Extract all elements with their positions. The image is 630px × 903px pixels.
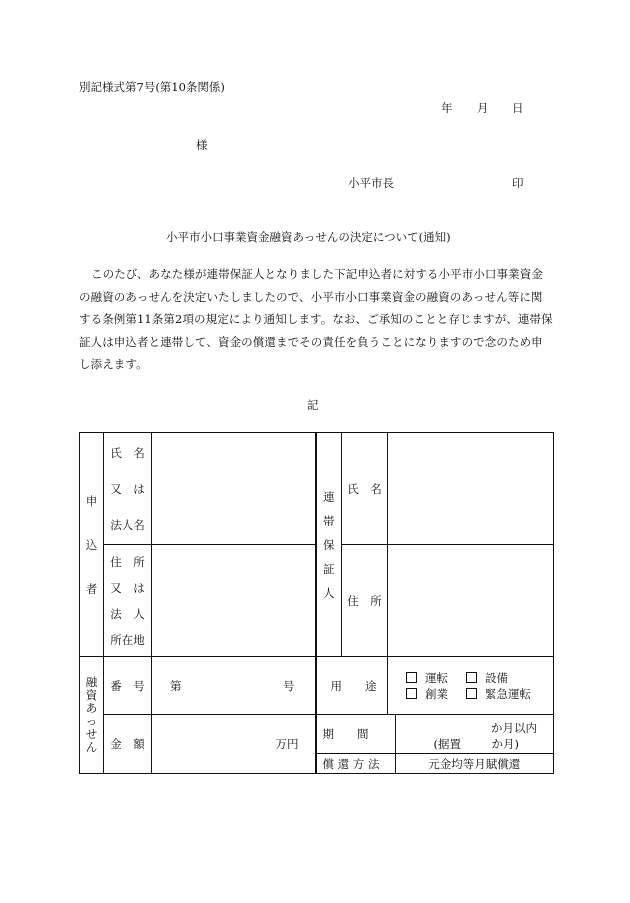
loan-label-char: 融 bbox=[85, 675, 98, 689]
label-line: 又 は bbox=[110, 481, 145, 496]
applicant-label-char: 者 bbox=[85, 581, 98, 596]
body-text: このたび、あなた様が連帯保証人となりました下記申込者に対する小平市小口事業資金の融資のあっせんを決定いたしましたので、小平市小口事業資金の融資のあっせん等に関する条例第11条第2項の規定により通知します。なお、ご承知のことと存じますが、連帯保証人は申込者と連帯して、資金の償還までその責任を負うことになりますので念のため申し添えます。 bbox=[79, 267, 553, 371]
loan-label-char: せ bbox=[85, 727, 98, 741]
guarantor-label-char: 人 bbox=[323, 585, 335, 600]
form-number: 別記様式第7号(第10条関係) bbox=[79, 80, 225, 94]
document-title: 小平市小口事業資金融資あっせんの決定について(通知) bbox=[166, 230, 451, 244]
period-field[interactable] bbox=[396, 715, 554, 753]
period-repayment-block bbox=[316, 715, 554, 774]
label-line: 又 は bbox=[110, 580, 145, 595]
applicant-address-field[interactable] bbox=[152, 545, 316, 657]
purpose-option-sogyo[interactable]: 創業 bbox=[406, 686, 466, 702]
date-month: 月 bbox=[477, 101, 489, 115]
issuer: 小平市長 bbox=[348, 176, 394, 190]
guarantor-label-char: 証 bbox=[323, 561, 335, 576]
applicant-label-char: 込 bbox=[85, 537, 98, 552]
number-prefix: 第 bbox=[170, 678, 182, 693]
loan-number-label: 番 号 bbox=[104, 657, 152, 715]
label-line: 所在地 bbox=[110, 632, 145, 647]
loan-number-field[interactable] bbox=[152, 657, 316, 715]
purpose-option-kinkyu[interactable]: 緊急運転 bbox=[466, 687, 531, 701]
period-grace-open: (据置 bbox=[433, 737, 461, 751]
ki-marker: 記 bbox=[307, 398, 319, 412]
period-label: 期 間 bbox=[317, 715, 396, 753]
amount-unit: 万円 bbox=[275, 737, 299, 751]
guarantor-address-label: 住 所 bbox=[342, 545, 388, 657]
applicant-address-label bbox=[104, 545, 152, 657]
label-line: 住 所 bbox=[110, 554, 145, 569]
label-line: 法 人 bbox=[110, 606, 145, 621]
purpose-label: 用 途 bbox=[316, 657, 388, 715]
loan-label-char: 資 bbox=[85, 688, 98, 702]
repayment-value: 元金均等月賦償還 bbox=[428, 756, 521, 771]
date-year: 年 bbox=[441, 101, 453, 115]
number-suffix: 号 bbox=[283, 678, 295, 693]
guarantor-label-char: 帯 bbox=[323, 513, 335, 528]
guarantor-name-field[interactable] bbox=[388, 433, 554, 545]
seal-mark: 印 bbox=[512, 176, 524, 190]
loan-amount-label: 金 額 bbox=[104, 715, 152, 774]
checkbox-icon[interactable] bbox=[406, 672, 417, 683]
loan-label-char: っ bbox=[85, 714, 98, 728]
applicant-name-field[interactable] bbox=[152, 433, 316, 545]
period-term: か月以内 bbox=[491, 721, 537, 735]
guarantor-label-char: 連 bbox=[323, 489, 335, 504]
checkbox-icon[interactable] bbox=[466, 688, 477, 699]
label-line: 法人名 bbox=[110, 517, 145, 532]
guarantor-address-field[interactable] bbox=[388, 545, 554, 657]
label-line: 氏 名 bbox=[110, 445, 145, 460]
guarantor-label-cell bbox=[316, 433, 342, 657]
applicant-name-label bbox=[104, 433, 152, 545]
loan-label-cell bbox=[80, 657, 104, 774]
repayment-label: 償 還 方 法 bbox=[317, 754, 396, 773]
applicant-label-cell bbox=[80, 433, 104, 657]
loan-amount-field[interactable] bbox=[152, 715, 316, 774]
applicant-label-char: 申 bbox=[85, 493, 98, 508]
date-day: 日 bbox=[512, 101, 524, 115]
period-grace-close: か月) bbox=[491, 737, 519, 751]
purpose-options bbox=[388, 657, 554, 715]
application-table bbox=[79, 432, 554, 774]
checkbox-icon[interactable] bbox=[406, 688, 417, 699]
guarantor-label-char: 保 bbox=[323, 537, 335, 552]
loan-label-char: あ bbox=[85, 701, 98, 715]
addressee-suffix: 様 bbox=[196, 138, 208, 152]
loan-label-char: ん bbox=[85, 740, 98, 754]
checkbox-icon[interactable] bbox=[466, 672, 477, 683]
purpose-option-unten[interactable]: 運転 bbox=[406, 670, 466, 686]
purpose-option-setsubi[interactable]: 設備 bbox=[466, 671, 508, 685]
guarantor-name-label: 氏 名 bbox=[342, 433, 388, 545]
